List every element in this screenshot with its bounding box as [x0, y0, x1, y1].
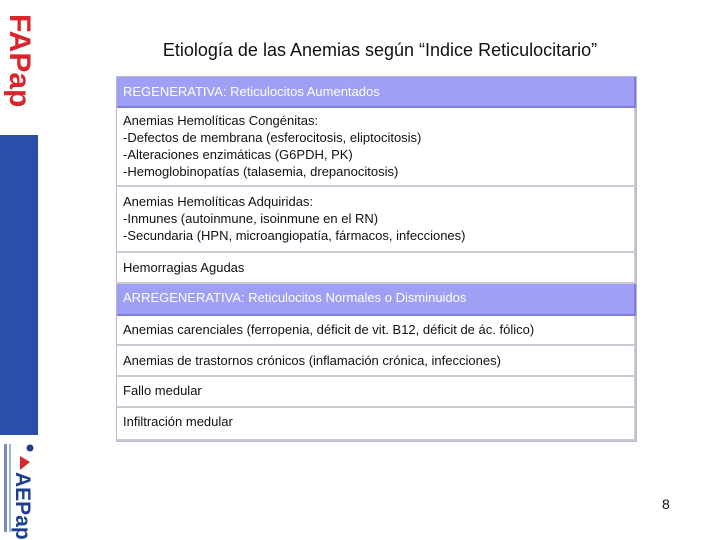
row-title: Anemias de trastornos crónicos	[123, 353, 306, 368]
table-row-hemoliticas-congenitas	[117, 108, 636, 187]
table-header-regenerativa	[117, 77, 636, 108]
row-line: -Secundaria (HPN, microangiopatía, fármacos, infecciones)	[123, 228, 466, 243]
row-detail: (ferropenia, déficit de vit. B12, déficit de ác. fólico)	[242, 322, 535, 337]
table-row-hemoliticas-adquiridas	[117, 187, 636, 253]
header-label: REGENERATIVA: Reticulocitos Aumentados	[123, 84, 380, 99]
aepap-logo	[2, 440, 38, 540]
fapap-logo	[2, 12, 36, 122]
row-title-suffix: :	[309, 194, 314, 209]
table-header-arregenerativa	[117, 284, 636, 316]
row-title: Hemorragias Agudas	[123, 260, 245, 275]
row-line: -Inmunes (autoinmune, isoinmune en el RN)	[123, 211, 379, 226]
slide-number: 8	[662, 496, 670, 512]
table-row-infiltracion-medular	[117, 408, 636, 441]
table-row-carenciales	[117, 316, 636, 346]
row-title: Anemias Hemolíticas Congénitas:	[123, 113, 319, 128]
header-label: ARREGENERATIVA: Reticulocitos Normales o Disminuidos	[123, 290, 467, 305]
row-line: -Defectos de membrana (esferocitosis, eliptocitosis)	[123, 130, 422, 145]
left-accent-bar	[0, 135, 38, 435]
table-row-hemorragias	[117, 253, 636, 284]
page-title: Etiología de las Anemias según “Indice Reticulocitario”	[162, 40, 598, 60]
etiology-table	[116, 76, 637, 442]
fapap-logo-text: FAPap	[3, 14, 36, 108]
row-text	[123, 352, 628, 369]
row-line: -Alteraciones enzimáticas (G6PDH, PK)	[123, 147, 353, 162]
row-title: Infiltración medular	[123, 414, 233, 429]
row-title-wrap	[123, 193, 628, 210]
row-line: -Hemoglobinopatías (talasemia, drepanocitosis)	[123, 164, 399, 179]
table-row-fallo-medular	[117, 377, 636, 408]
row-title: Fallo medular	[123, 383, 202, 398]
row-text	[123, 321, 628, 338]
row-title: Anemias carenciales	[123, 322, 243, 337]
row-title: Anemias Hemolíticas Adquiridas	[123, 194, 310, 209]
table-row-trastornos-cronicos	[117, 346, 636, 377]
aepap-logo-text: AEPap	[11, 472, 34, 540]
row-detail: (inflamación crónica, infecciones)	[305, 353, 501, 368]
